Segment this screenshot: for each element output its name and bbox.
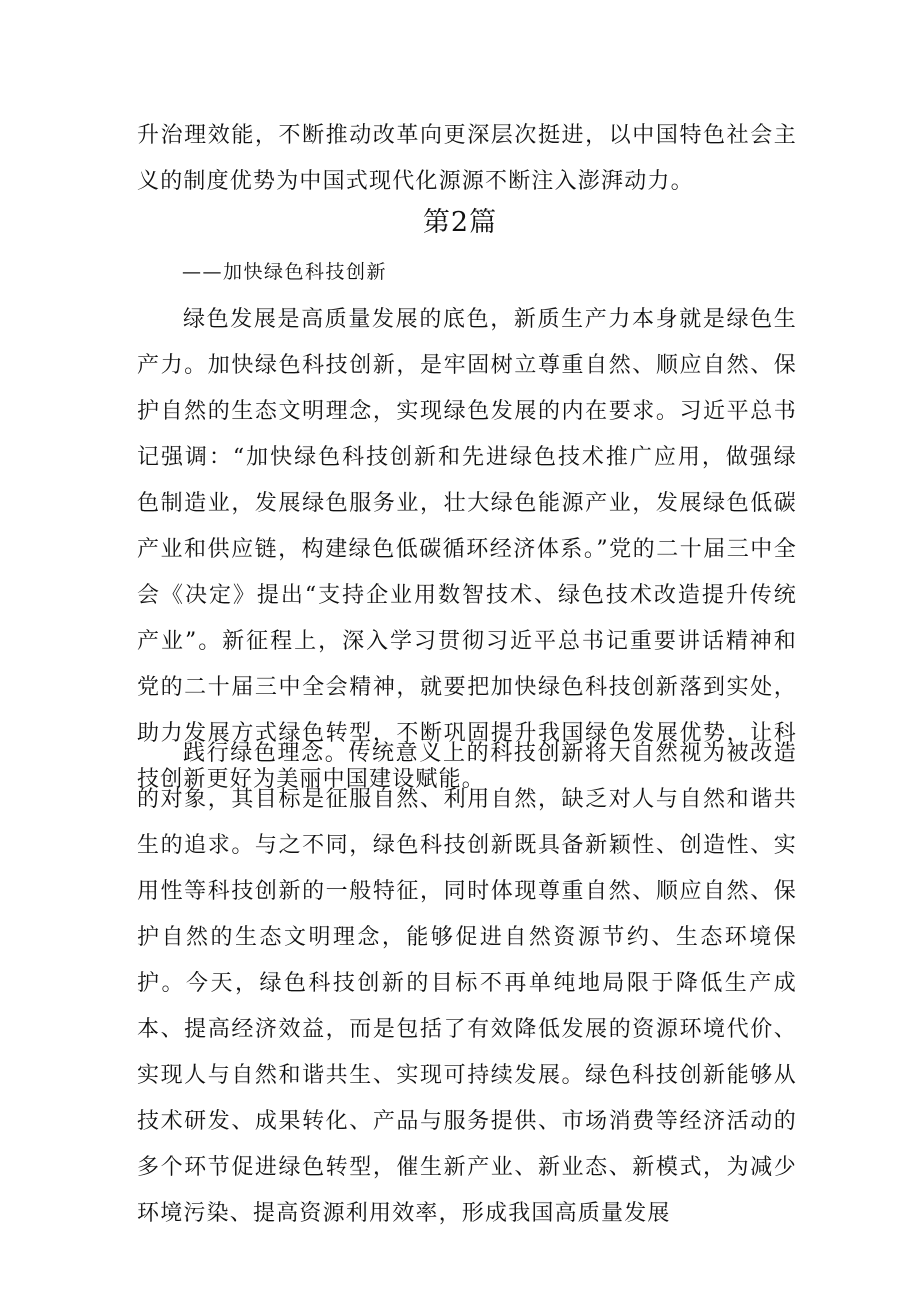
section-subtitle: ——加快绿色科技创新	[182, 261, 388, 283]
body-paragraph: 践行绿色理念。传统意义上的科技创新将大自然视为被改造的对象，其目标是征服自然、利用自然，缺乏对人与自然和谐共生的追求。与之不同，绿色科技创新既具备新颖性、创造性、实用性等科技创新的一般特征，同时体现尊重自然、顺应自然、保护自然的生态文明理念，能够促进自然资源节约、生态环境保护。今天，绿色科技创新的目标不再单纯地局限于降低生产成本、提高经济效益，而是包括了有效降低发展的资源环境代价、实现人与自然和谐共生、实现可持续发展。绿色科技创新能够从技术研发、成果转化、产品与服务提供、市场消费等经济活动的多个环节促进绿色转型，催生新产业、新业态、新模式，为减少环境污染、提高资源利用效率，形成我国高质量发展	[137, 741, 797, 1226]
section-heading: 第2篇	[422, 207, 498, 238]
body-paragraph: 绿色发展是高质量发展的底色，新质生产力本身就是绿色生产力。加快绿色科技创新，是牢固树立尊重自然、顺应自然、保护自然的生态文明理念，实现绿色发展的内在要求。习近平总书记强调：“加快绿色科技创新和先进绿色技术推广应用，做强绿色制造业，发展绿色服务业，壮大绿色能源产业，发展绿色低碳产业和供应链，构建绿色低碳循环经济体系。”党的二十届三中全会《决定》提出“支持企业用数智技术、绿色技术改造提升传统产业”。新征程上，深入学习贯彻习近平总书记重要讲话精神和党的二十届三中全会精神，就要把加快绿色科技创新落到实处，助力发展方式绿色转型，不断巩固提升我国绿色发展优势，让科技创新更好为美丽中国建设赋能。	[137, 307, 797, 792]
intro-paragraph: 升治理效能，不断推动改革向更深层次挺进，以中国特色社会主义的制度优势为中国式现代化源源不断注入澎湃动力。	[137, 123, 797, 194]
